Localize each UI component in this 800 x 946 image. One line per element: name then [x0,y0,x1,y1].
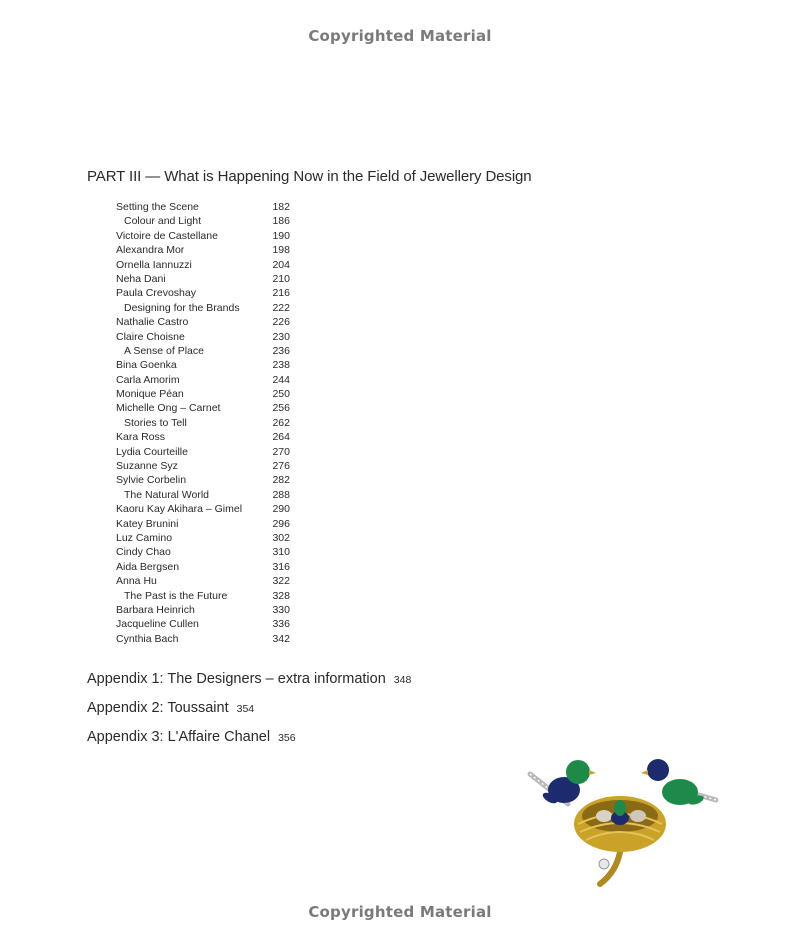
toc-entry-page: 264 [272,431,290,444]
toc-entry-page: 342 [272,632,290,645]
toc-entry-title: Kara Ross [116,431,166,444]
toc-entry-page: 230 [272,330,290,343]
toc-entry-page: 256 [272,402,290,415]
toc-entry[interactable] [116,387,316,401]
part-heading: PART III — What is Happening Now in the Field of Jewellery Design [87,168,532,185]
toc-entry-title: Alexandra Mor [116,244,185,257]
toc-entry[interactable] [116,200,316,214]
toc-entry-title: Setting the Scene [116,201,199,213]
toc-entry[interactable] [116,301,316,315]
toc-entry[interactable] [116,589,316,603]
toc-entry-title: Sylvie Corbelin [116,474,187,487]
toc-entry-page: 336 [272,618,290,631]
toc-entry-page: 282 [272,474,290,487]
toc-entry[interactable] [116,229,316,243]
toc-entry[interactable] [116,315,316,329]
toc-entry-title: Claire Choisne [116,330,185,343]
toc-entry-page: 226 [272,316,290,329]
toc-entry-page: 328 [272,589,290,602]
appendix-3-label: Appendix 3: L'Affaire Chanel [87,729,271,745]
toc-entry-title: Neha Dani [116,272,166,285]
toc-entry-page: 290 [272,503,290,516]
table-of-contents [116,200,316,646]
toc-entry-title: Paula Crevoshay [116,287,196,300]
toc-entry[interactable] [116,488,316,502]
toc-entry-title: Monique Péan [116,388,184,401]
toc-entry[interactable] [116,258,316,272]
toc-entry-page: 222 [272,301,290,314]
toc-entry-page: 302 [272,531,290,544]
toc-entry-title: A Sense of Place [124,344,204,357]
toc-entry-page: 316 [272,560,290,573]
toc-entry[interactable] [116,272,316,286]
toc-entry-title: Cynthia Bach [116,632,179,645]
toc-entry[interactable] [116,286,316,300]
toc-entry-title: Aida Bergsen [116,560,180,573]
toc-entry-page: 236 [272,344,290,357]
appendix-1-entry[interactable] [87,671,411,687]
toc-entry-title: Cindy Chao [116,546,171,559]
toc-entry[interactable] [116,545,316,559]
appendix-3-page: 356 [278,732,296,744]
toc-entry-page: 186 [272,215,290,228]
toc-entry[interactable] [116,517,316,531]
toc-entry-title: Suzanne Syz [116,460,178,473]
toc-entry-title: Barbara Heinrich [116,603,195,616]
copyright-watermark-top: Copyrighted Material [308,27,492,45]
appendix-2-entry[interactable] [87,700,254,716]
toc-entry-title: The Past is the Future [124,589,228,602]
toc-entry[interactable] [116,373,316,387]
toc-entry[interactable] [116,430,316,444]
toc-entry[interactable] [116,243,316,257]
toc-entry-title: Bina Goenka [116,359,177,372]
toc-entry-page: 296 [272,517,290,530]
toc-entry[interactable] [116,330,316,344]
toc-entry-page: 210 [272,272,290,285]
appendix-1-page: 348 [393,674,412,686]
toc-entry-title: Anna Hu [116,575,157,588]
toc-entry-page: 244 [272,373,290,386]
bird-nest-brooch-image [520,712,740,902]
toc-entry-page: 190 [272,229,290,242]
toc-entry[interactable] [116,617,316,631]
toc-entry-title: Luz Camino [116,531,173,544]
toc-entry-page: 322 [272,575,290,588]
toc-entry[interactable] [116,214,316,228]
toc-entry[interactable] [116,603,316,617]
toc-entry-title: Nathalie Castro [116,316,189,329]
toc-entry-title: Stories to Tell [124,416,187,429]
toc-entry[interactable] [116,531,316,545]
toc-entry-title: Ornella Iannuzzi [116,258,192,271]
toc-entry-title: Victoire de Castellane [116,229,218,242]
appendix-1-label: Appendix 1: The Designers – extra information [87,671,386,687]
toc-entry[interactable] [116,473,316,487]
toc-entry-page: 310 [272,546,290,559]
toc-entry-title: Carla Amorim [116,373,180,386]
toc-entry-page: 330 [272,603,290,616]
toc-entry-page: 198 [272,244,290,257]
toc-entry-page: 262 [272,416,290,429]
toc-entry-title: The Natural World [124,488,210,501]
appendix-3-entry[interactable] [87,729,296,745]
toc-entry[interactable] [116,445,316,459]
toc-entry-page: 216 [272,287,290,300]
toc-entry[interactable] [116,358,316,372]
toc-entry[interactable] [116,401,316,415]
toc-entry-page: 270 [272,445,290,458]
toc-entry-title: Katey Brunini [116,517,179,530]
toc-entry-title: Michelle Ong – Carnet [116,402,221,415]
toc-entry[interactable] [116,416,316,430]
copyright-watermark-bottom: Copyrighted Material [308,903,492,921]
toc-entry[interactable] [116,574,316,588]
toc-entry-page: 288 [272,488,290,501]
toc-entry-page: 238 [272,359,290,372]
toc-entry-title: Lydia Courteille [116,445,188,458]
toc-entry[interactable] [116,502,316,516]
toc-entry-page: 276 [272,460,290,473]
toc-entry[interactable] [116,344,316,358]
toc-entry[interactable] [116,560,316,574]
toc-entry-title: Jacqueline Cullen [116,618,199,631]
toc-entry[interactable] [116,459,316,473]
toc-entry-page: 182 [272,201,290,213]
toc-entry[interactable] [116,632,316,646]
appendix-2-page: 354 [236,703,255,715]
toc-entry-page: 204 [272,258,290,271]
appendix-2-label: Appendix 2: Toussaint [87,700,229,716]
toc-entry-page: 250 [272,388,290,401]
toc-entry-title: Designing for the Brands [124,301,240,314]
toc-entry-title: Colour and Light [124,215,202,228]
toc-entry-title: Kaoru Kay Akihara – Gimel [116,503,243,516]
